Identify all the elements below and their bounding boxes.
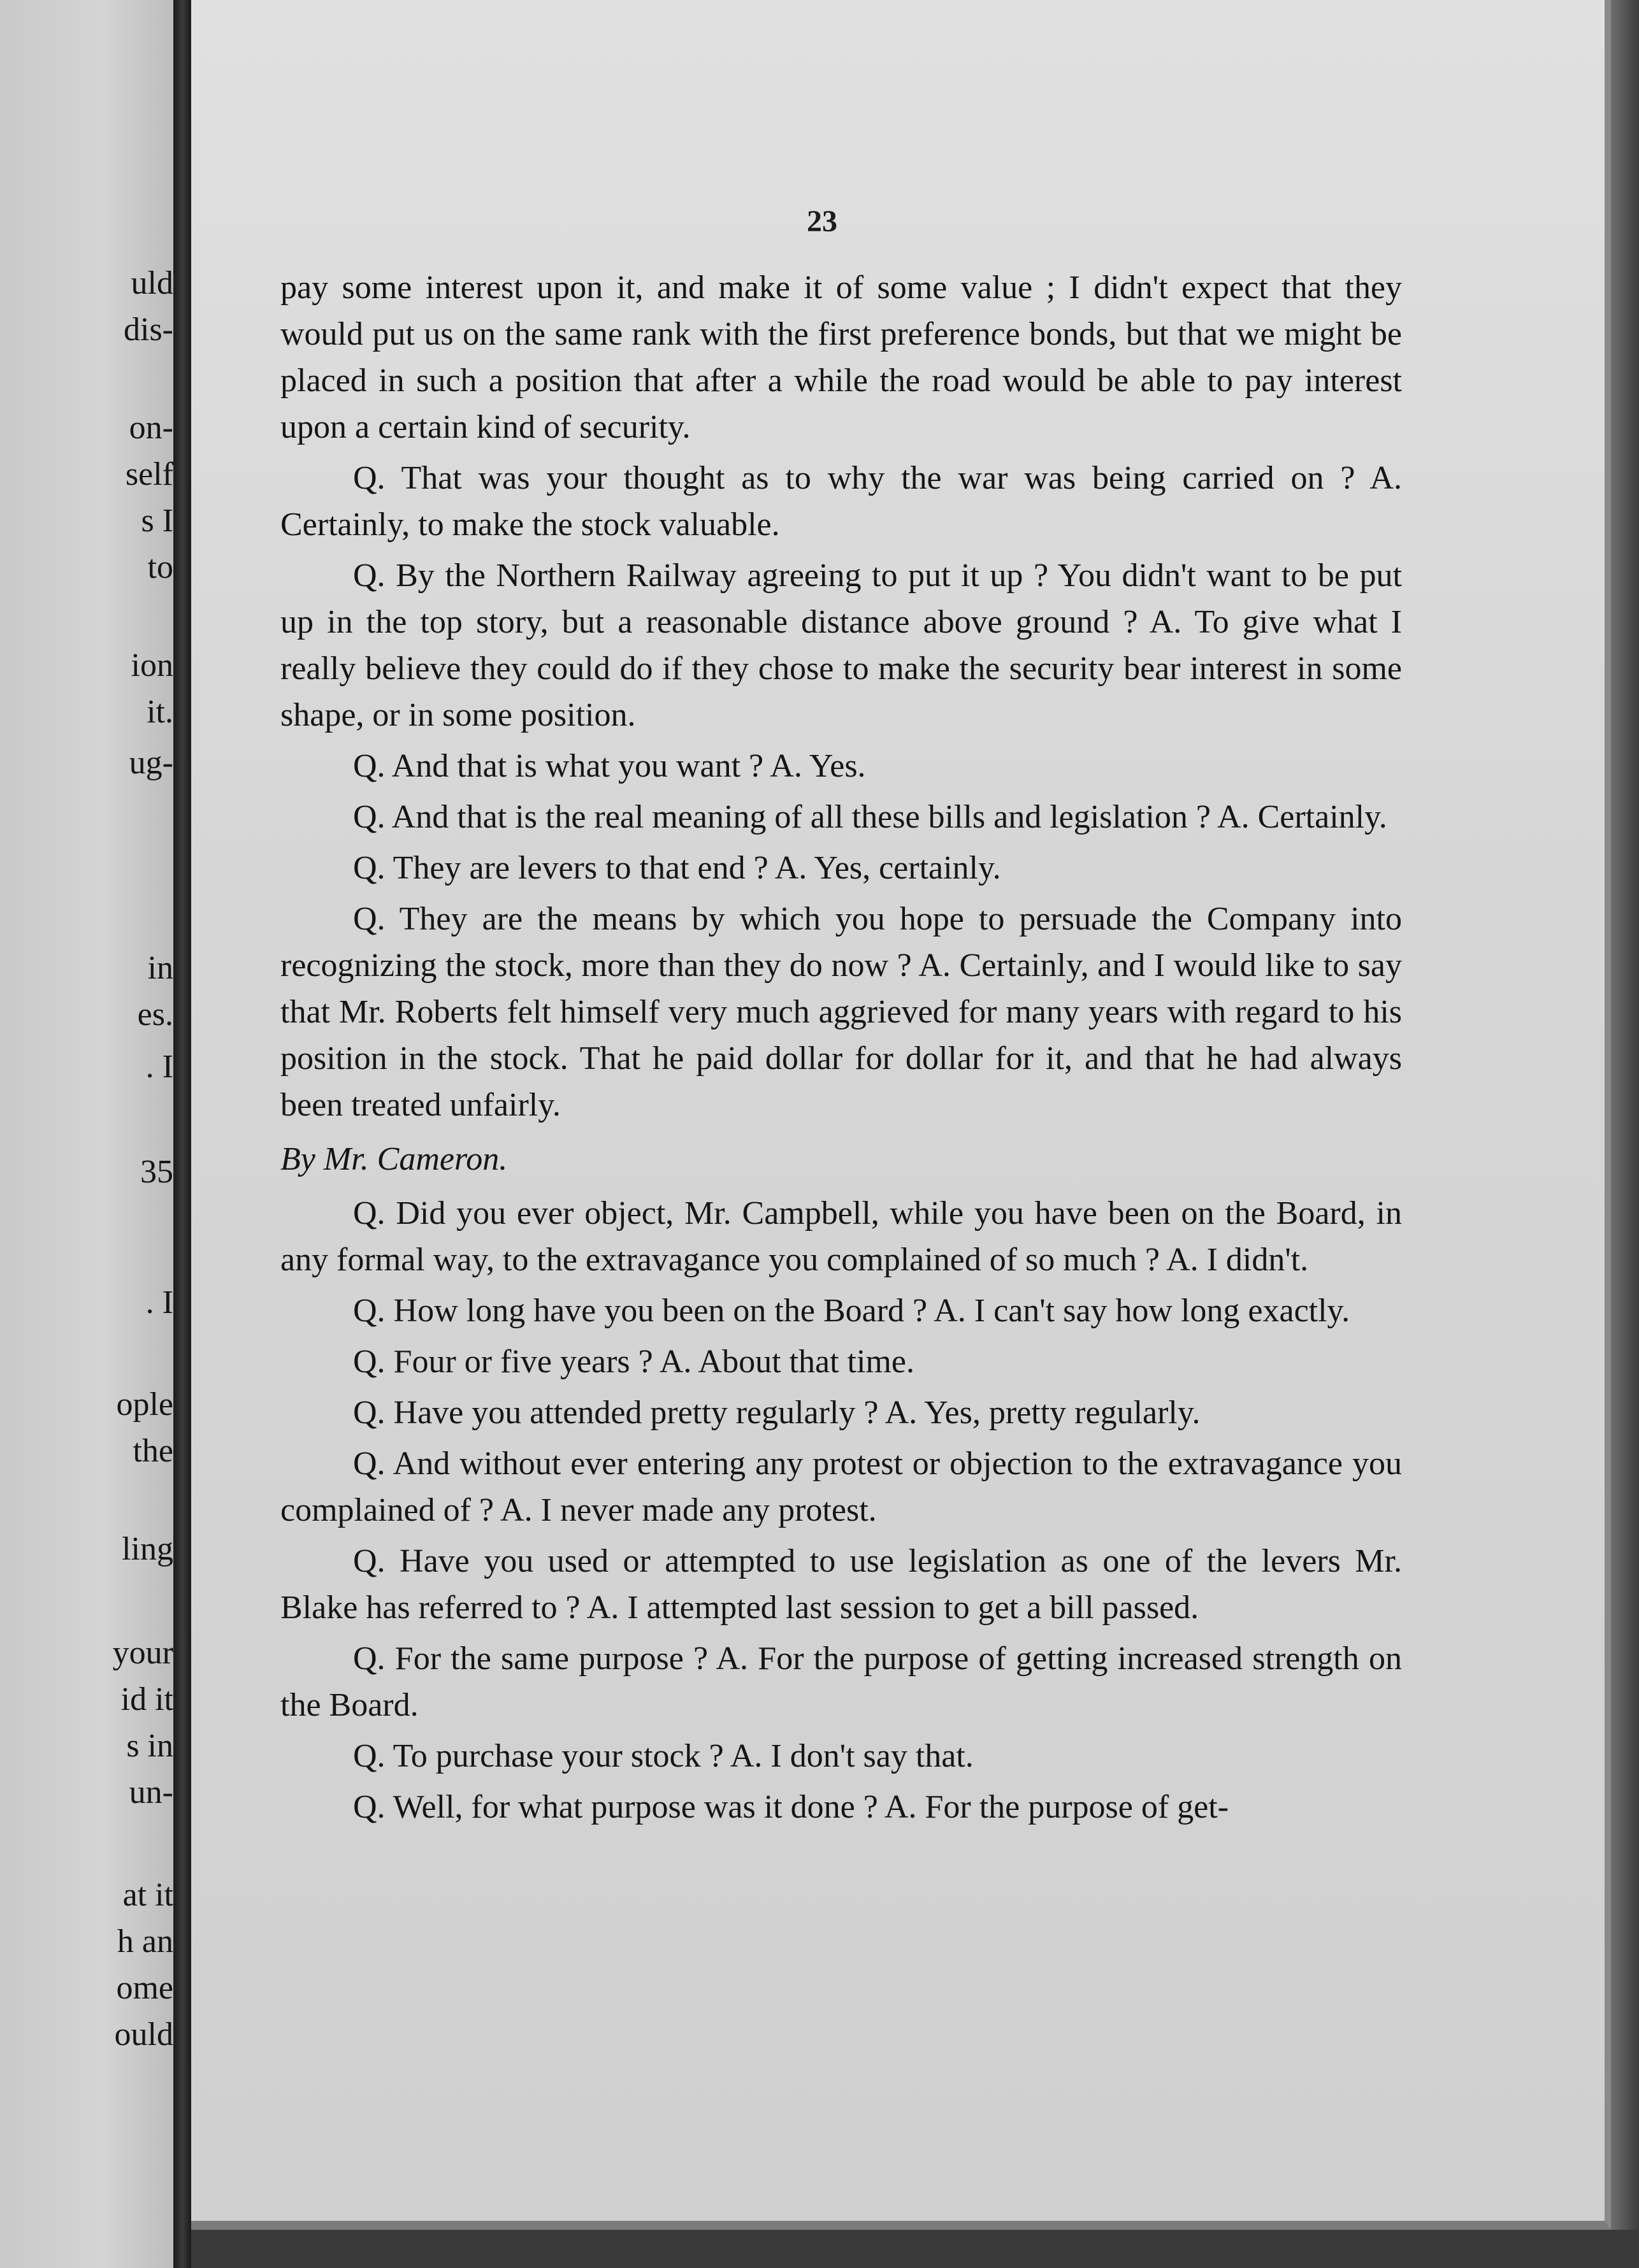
left-page-fragment: ling — [122, 1531, 173, 1567]
paragraph: Q. Well, for what purpose was it done ? A. For the purpose of get- — [353, 1789, 1229, 1825]
paragraph: Q. Have you attended pretty regularly ? A. Yes, pretty regularly. — [353, 1395, 1201, 1431]
paragraph: Q. That was your thought as to why the war was being carried on ? A. Certainly, to make the stock valuable. — [280, 460, 1402, 543]
left-page-fragment: ug- — [129, 745, 173, 781]
page-body — [280, 264, 1402, 1835]
left-page-fragment: on- — [129, 410, 173, 446]
paragraph: Q. To purchase your stock ? A. I don't say that. — [353, 1738, 974, 1774]
paragraph: Q. They are levers to that end ? A. Yes, certainly. — [353, 850, 1001, 886]
left-page-fragment: . I — [145, 1284, 173, 1321]
left-page-fragment: to — [147, 549, 173, 585]
paragraph: Q. How long have you been on the Board ? A. I can't say how long exactly. — [353, 1293, 1350, 1329]
left-page-fragment: in — [147, 950, 173, 986]
left-page-fragment: self — [125, 456, 173, 492]
left-page-fragment: at it — [122, 1877, 173, 1913]
left-page-fragment: id it — [120, 1681, 173, 1718]
paragraph: Q. And without ever entering any protest or objection to the extravagance you complained of ? A. I never made any protest. — [280, 1446, 1402, 1528]
paragraph: Q. By the Northern Railway agreeing to put it up ? You didn't want to be put up in the top story, but a reasonable distance above ground ? A. To give what I really believe they could do if they chose to make the security bear interest in some shape, or in some position. — [280, 557, 1402, 733]
paragraph: Q. Four or five years ? A. About that time. — [353, 1344, 914, 1380]
left-page-fragment: ome — [116, 1970, 173, 2006]
paragraph: Q. They are the means by which you hope to persuade the Company into recognizing the stock, more than they do now ? A. Certainly, and I would like to say that Mr. Roberts felt himself very much aggrieved for many years with regard to his position in the stock. That he paid dollar for dollar for it, and that he had always been treated unfairly. — [280, 901, 1402, 1123]
left-page-fragment: un- — [129, 1774, 173, 1811]
left-page-fragment: h an — [117, 1923, 173, 1960]
left-page-fragment: your — [112, 1635, 173, 1671]
left-page-fragment: s in — [126, 1728, 173, 1764]
left-page-fragment: ople — [116, 1386, 173, 1423]
paragraph: Q. Have you used or attempted to use legislation as one of the levers Mr. Blake has referred to ? A. I attempted last session to get a bill passed. — [280, 1543, 1402, 1626]
page-edge-right — [1611, 0, 1639, 2268]
page-edge-bottom — [191, 2230, 1639, 2268]
left-page-fragment: 35 — [140, 1154, 173, 1190]
left-page-fragment: the — [133, 1433, 173, 1469]
section-heading: By Mr. Cameron. — [280, 1141, 508, 1177]
paragraph: Q. And that is what you want ? A. Yes. — [353, 748, 866, 784]
left-facing-page — [0, 0, 173, 2268]
left-page-fragment: dis- — [124, 312, 173, 348]
left-page-fragment: ould — [114, 2016, 173, 2053]
left-page-fragment: s I — [141, 503, 173, 539]
left-page-fragment: it. — [147, 694, 173, 730]
left-page-fragment: . I — [145, 1049, 173, 1085]
page-number: 23 — [807, 205, 837, 238]
paragraph: Q. And that is the real meaning of all these bills and legislation ? A. Certainly. — [353, 799, 1387, 835]
left-page-fragment: es. — [137, 996, 173, 1033]
paragraph: pay some interest upon it, and make it of some value ; I didn't expect that they would put us on the same rank with the first preference bonds, but that we might be placed in such a position that after a while the road would be able to pay interest upon a certain kind of security. — [280, 269, 1402, 445]
paragraph: Q. For the same purpose ? A. For the purpose of getting increased strength on the Board. — [280, 1640, 1402, 1723]
paragraph: Q. Did you ever object, Mr. Campbell, while you have been on the Board, in any formal way, to the extravagance you complained of so much ? A. I didn't. — [280, 1195, 1402, 1278]
left-page-fragment: uld — [131, 265, 173, 301]
book-spine — [173, 0, 191, 2268]
left-page-fragment: ion — [131, 647, 173, 684]
